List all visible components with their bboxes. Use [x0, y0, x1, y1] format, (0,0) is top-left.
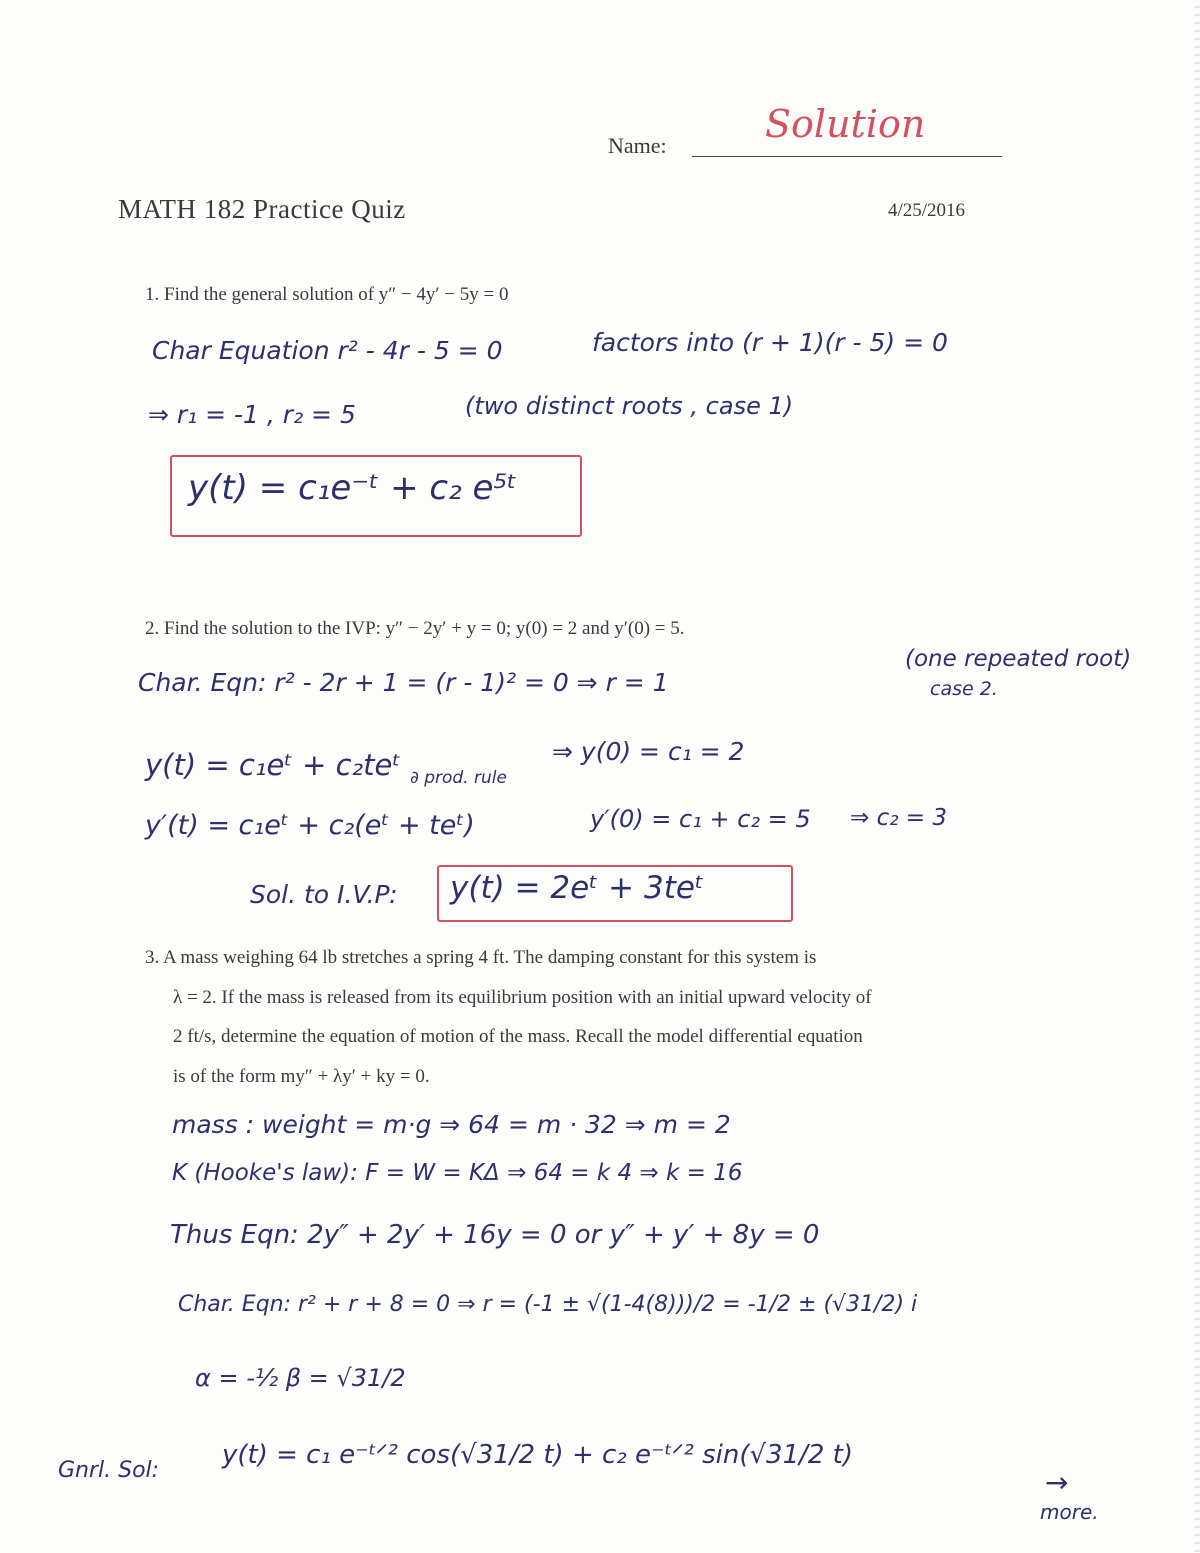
q1-prompt: 1. Find the general solution of y″ − 4y′ − 5y = 0	[145, 284, 509, 305]
q3-more-note: more.	[1040, 1500, 1099, 1524]
q2-yprime0: y′(0) = c₁ + c₂ = 5	[590, 805, 811, 833]
q3-general-solution: y(t) = c₁ e⁻ᵗᐟ² cos(√31/2 t) + c₂ e⁻ᵗᐟ² sin(√31/2 t)	[222, 1440, 854, 1470]
q2-sol-label: Sol. to I.V.P:	[250, 880, 398, 909]
q3-k-line: K (Hooke's law): F = W = KΔ ⇒ 64 = k 4 ⇒ k = 16	[172, 1160, 743, 1186]
name-underline	[692, 156, 1002, 157]
q2-prompt: 2. Find the solution to the IVP: y″ − 2y′ + y = 0; y(0) = 2 and y′(0) = 5.	[145, 618, 685, 639]
arrow-right-icon: →	[1045, 1466, 1069, 1499]
q3-mass-line: mass : weight = m·g ⇒ 64 = m · 32 ⇒ m = 2	[172, 1110, 731, 1139]
q2-note-case: case 2.	[930, 678, 998, 700]
q1-roots: ⇒ r₁ = -1 , r₂ = 5	[148, 400, 356, 429]
q2-yprime-line: y′(t) = c₁eᵗ + c₂(eᵗ + teᵗ)	[145, 810, 475, 841]
name-value: Solution	[765, 102, 926, 146]
q2-note-repeated: (one repeated root)	[905, 646, 1132, 672]
quiz-date: 4/25/2016	[888, 200, 966, 221]
q2-c2: ⇒ c₂ = 3	[850, 805, 947, 831]
q2-char-eqn: Char. Eqn: r² - 2r + 1 = (r - 1)² = 0 ⇒ r = 1	[138, 668, 669, 697]
course-title: MATH 182 Practice Quiz	[118, 194, 406, 224]
name-label: Name:	[608, 133, 667, 158]
q3-thus-eqn: Thus Eqn: 2y″ + 2y′ + 16y = 0 or y″ + y′ + 8y = 0	[170, 1220, 820, 1250]
q3-alpha-beta: α = -½ β = √31/2	[195, 1364, 406, 1392]
q1-roots-note: (two distinct roots , case 1)	[465, 392, 794, 420]
q1-answer: y(t) = c₁e⁻ᵗ + c₂ e⁵ᵗ	[188, 468, 518, 508]
q2-y0: ⇒ y(0) = c₁ = 2	[552, 737, 745, 766]
q2-answer: y(t) = 2eᵗ + 3teᵗ	[450, 870, 705, 906]
q1-char-equation: Char Equation r² - 4r - 5 = 0	[152, 336, 503, 365]
q2-prod-rule: ∂ prod. rule	[410, 768, 507, 788]
q3-prompt-line1: 3. A mass weighing 64 lb stretches a spring 4 ft. The damping constant for this system is	[145, 947, 817, 968]
q3-char-eqn: Char. Eqn: r² + r + 8 = 0 ⇒ r = (-1 ± √(1-4(8)))/2 = -1/2 ± (√31/2) i	[178, 1292, 918, 1317]
q3-prompt-line2: λ = 2. If the mass is released from its equilibrium position with an initial upward velocity of	[173, 987, 872, 1008]
q3-prompt-line4: is of the form my″ + λy′ + ky = 0.	[173, 1066, 430, 1087]
q3-prompt-line3: 2 ft/s, determine the equation of motion of the mass. Recall the model differential equation	[173, 1026, 863, 1047]
q3-general-label: Gnrl. Sol:	[58, 1458, 160, 1483]
scan-edge	[1194, 0, 1200, 1553]
q1-factors: factors into (r + 1)(r - 5) = 0	[592, 328, 948, 357]
q2-y-line: y(t) = c₁eᵗ + c₂teᵗ	[145, 748, 401, 782]
